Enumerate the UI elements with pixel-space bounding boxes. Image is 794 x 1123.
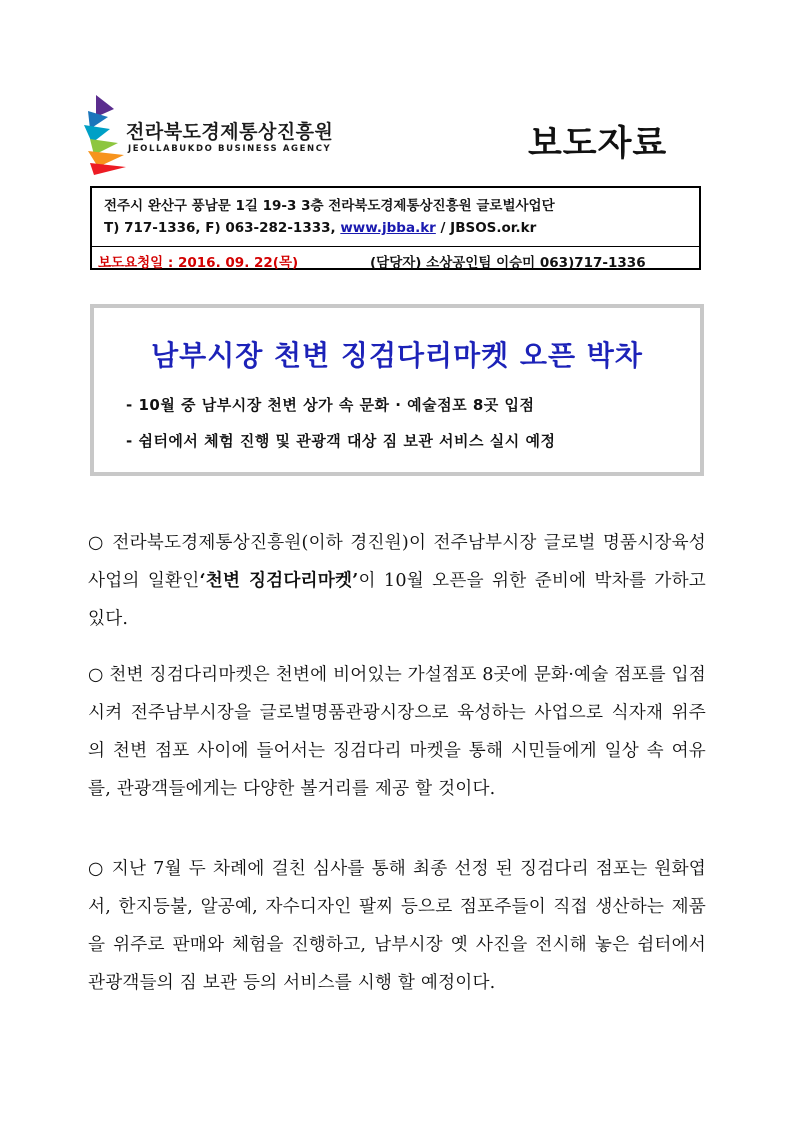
contact-phone-fax: T) 717-1336, F) 063-282-1333, [104,220,341,236]
market-name-emphasis: ‘천변 징검다리마켓’ [199,570,359,591]
headline-subtitle: - 쉼터에서 체험 진행 및 관광객 대상 짐 보관 서비스 실시 예정 [126,432,556,450]
headline-title: 남부시장 천변 징검다리마켓 오픈 박차 [151,339,643,372]
release-request-date: 보도요청일 : 2016. 09. 22(목) [98,255,299,271]
org-logo [84,95,384,175]
contact-divider [92,246,699,247]
contact-phone-line [104,220,536,236]
body-paragraph [88,524,706,638]
paragraph-text: ○ 전라북도경제통상진흥원(이하 경진원)이 전주남부시장 글로벌 명품시장육성사업의 일환인 [88,533,706,591]
org-name-en: JEOLLABUKDO BUSINESS AGENCY [128,144,332,154]
contact-alt-site: / JBSOS.or.kr [435,220,537,236]
body-paragraph: ○ 지난 7월 두 차례에 걸친 심사를 통해 최종 선정 된 징검다리 점포는 원화엽서, 한지등불, 알공예, 자수디자인 팔찌 등으로 점포주들이 직접 생산하는 제품을 위주로 판매와 체험을 진행하고, 남부시장 옛 사진을 전시해 놓은 쉼터에서 관광객들의 짐 보관 등의 서비스를 시행 할 예정이다. [88,859,706,993]
org-name: 전라북도경제통상진흥원 [126,121,334,143]
contact-address: 전주시 완산구 풍남문 1길 19-3 3층 전라북도경제통상진흥원 글로벌사업단 [104,198,555,214]
paragraph-text: 이 10월 오픈을 위한 준비에 박차를 가하고 있다. [88,571,706,629]
contact-box [90,186,701,270]
headline-box [90,304,704,476]
document-type-title: 보도자료 [528,124,668,164]
website-link[interactable]: www.jbba.kr [340,220,436,236]
logo-mark-icon [84,95,128,175]
headline-subtitle: - 10월 중 남부시장 천변 상가 속 문화 · 예술점포 8곳 입점 [126,396,535,414]
body-paragraph: ○ 천변 징검다리마켓은 천변에 비어있는 가설점포 8곳에 문화·예술 점포를 입점시켜 전주남부시장을 글로벌명품관광시장으로 육성하는 사업으로 식자재 위주의 천변 점포 사이에 들어서는 징검다리 마켓을 통해 시민들에게 일상 속 여유를, 관광객들에게는 다양한 볼거리를 제공 할 것이다. [88,665,706,799]
manager-contact: (담당자) 소상공인팀 이승미 063)717-1336 [370,255,646,271]
